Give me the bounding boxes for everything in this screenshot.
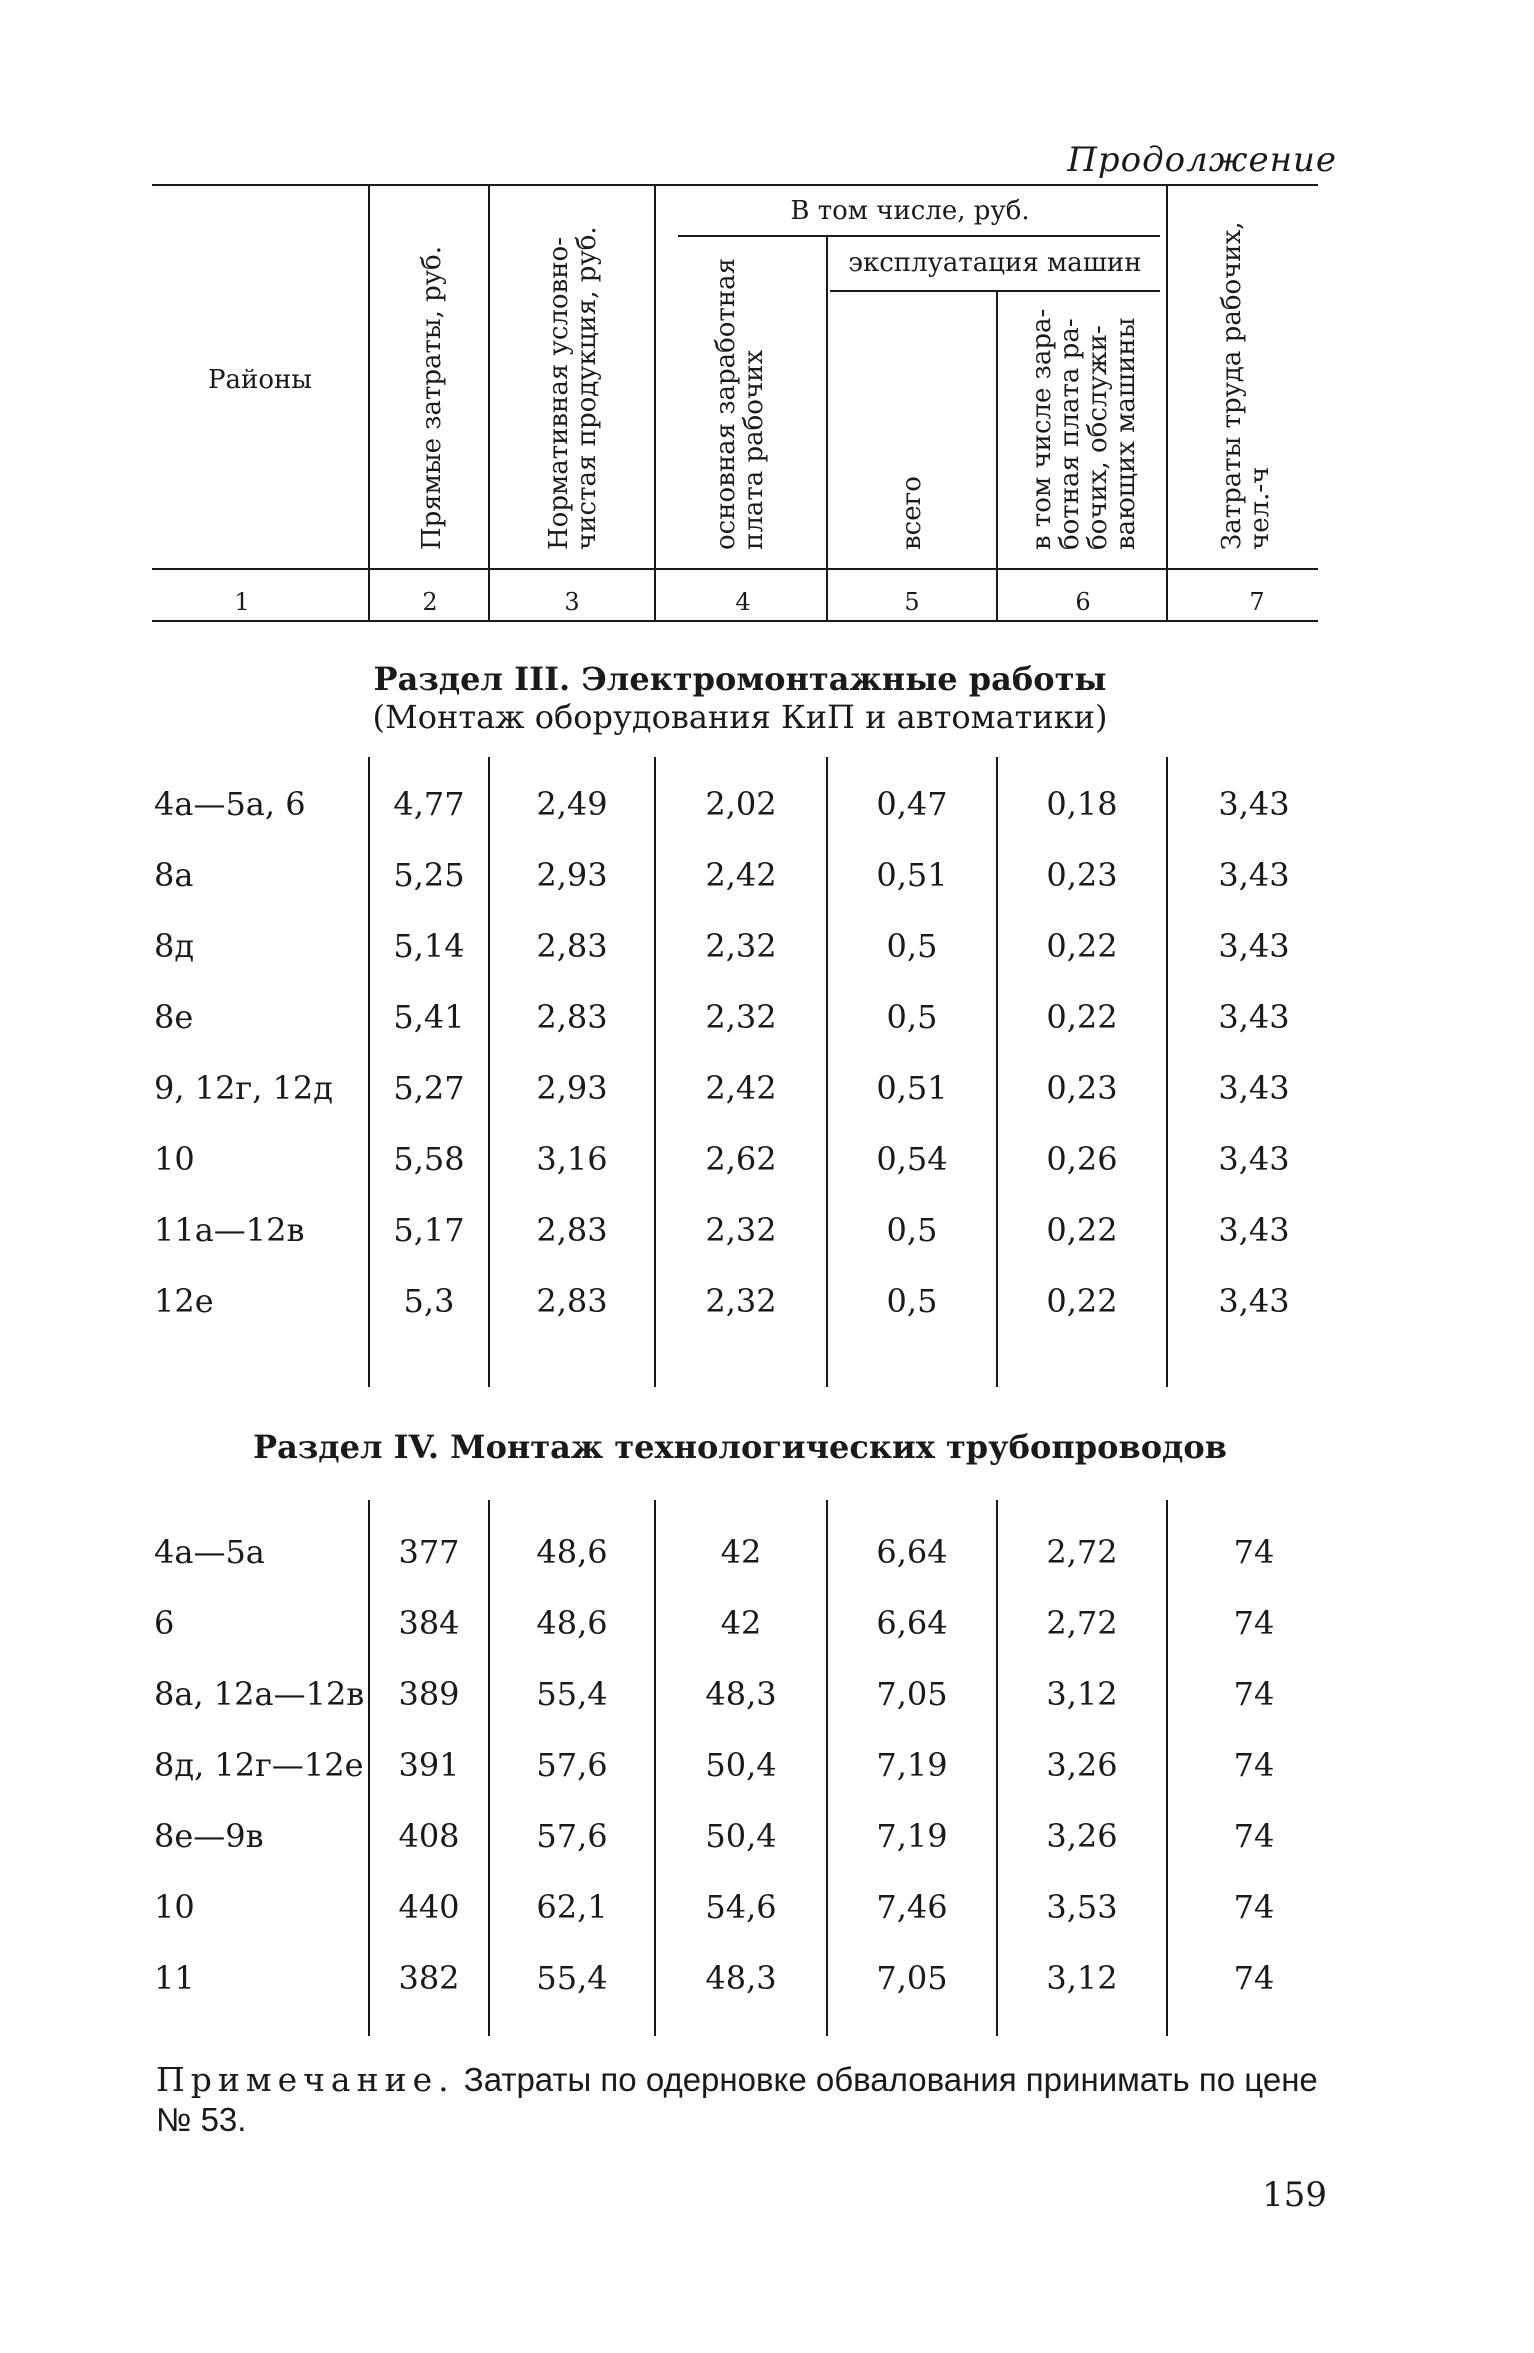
column-number-7: 7 xyxy=(1249,588,1265,616)
section3-cell-c7: 3,43 xyxy=(1218,856,1290,894)
section4-cell-c7: 74 xyxy=(1233,1959,1275,1997)
column-number-4: 4 xyxy=(735,588,751,616)
header-normative-product: Нормативная условно- чистая продукция, руб. xyxy=(544,226,602,550)
section3-cell-c3: 2,83 xyxy=(536,998,608,1036)
subheader-rule-machines xyxy=(830,290,1160,292)
section4-cell-c2: 384 xyxy=(398,1604,460,1642)
section4-cell-c4: 54,6 xyxy=(705,1888,777,1926)
section3-cell-c3: 2,93 xyxy=(536,1069,608,1107)
section3-cell-c3: 3,16 xyxy=(536,1140,608,1178)
s4-sep-2 xyxy=(488,1500,490,2036)
header-base-wage: основная заработная плата рабочих xyxy=(711,257,769,550)
section4-cell-c2: 440 xyxy=(398,1888,460,1926)
s3-sep-5 xyxy=(996,757,998,1387)
section3-cell-c3: 2,83 xyxy=(536,1211,608,1249)
section3-cell-c5: 0,5 xyxy=(886,1211,938,1249)
section3-cell-c4: 2,62 xyxy=(705,1140,777,1178)
section3-cell-c2: 4,77 xyxy=(393,785,465,823)
section3-cell-c2: 5,41 xyxy=(393,998,465,1036)
header-sep-1 xyxy=(368,186,370,620)
section3-cell-region: 8д xyxy=(154,927,195,965)
section3-cell-c6: 0,22 xyxy=(1046,1282,1118,1320)
s4-sep-5 xyxy=(996,1500,998,2036)
section4-cell-c7: 74 xyxy=(1233,1604,1275,1642)
section3-cell-c3: 2,83 xyxy=(536,927,608,965)
section4-cell-c5: 6,64 xyxy=(876,1533,948,1571)
section4-cell-region: 6 xyxy=(154,1604,175,1642)
header-labor-costs: Затраты труда рабочих, чел.-ч xyxy=(1217,221,1275,550)
section3-cell-c5: 0,54 xyxy=(876,1140,948,1178)
section3-cell-c7: 3,43 xyxy=(1218,927,1290,965)
section3-cell-region: 11а—12в xyxy=(154,1211,305,1249)
section4-cell-c3: 55,4 xyxy=(536,1675,608,1713)
section4-cell-c2: 391 xyxy=(398,1746,460,1784)
header-bottom-rule xyxy=(152,568,1318,570)
section4-cell-c5: 6,64 xyxy=(876,1604,948,1642)
section4-cell-c2: 382 xyxy=(398,1959,460,1997)
section3-cell-c3: 2,49 xyxy=(536,785,608,823)
section3-cell-region: 10 xyxy=(154,1140,195,1178)
section4-cell-c4: 42 xyxy=(720,1533,762,1571)
note-text: Затраты по одерновке обвалования принимать по цене № 53. xyxy=(156,2061,1318,2138)
section3-cell-c7: 3,43 xyxy=(1218,1140,1290,1178)
section4-cell-c6: 3,53 xyxy=(1046,1888,1118,1926)
header-total: всего xyxy=(897,476,927,550)
section4-cell-c4: 42 xyxy=(720,1604,762,1642)
section3-cell-c5: 0,5 xyxy=(886,1282,938,1320)
section4-cell-c3: 55,4 xyxy=(536,1959,608,1997)
column-number-1: 1 xyxy=(234,588,250,616)
section4-cell-c4: 48,3 xyxy=(705,1959,777,1997)
s4-sep-3 xyxy=(654,1500,656,2036)
section3-cell-c5: 0,47 xyxy=(876,785,948,823)
section4-cell-region: 8е—9в xyxy=(154,1817,264,1855)
section3-cell-c4: 2,32 xyxy=(705,1211,777,1249)
section4-cell-c7: 74 xyxy=(1233,1675,1275,1713)
section4-cell-c6: 3,26 xyxy=(1046,1817,1118,1855)
section3-cell-region: 4а—5а, 6 xyxy=(154,785,306,823)
header-including: В том числе, руб. xyxy=(790,196,1030,226)
section4-cell-c5: 7,19 xyxy=(876,1746,948,1784)
section4-cell-c7: 74 xyxy=(1233,1746,1275,1784)
header-sep-5 xyxy=(996,292,998,620)
section3-cell-c2: 5,14 xyxy=(393,927,465,965)
section4-cell-c3: 48,6 xyxy=(536,1533,608,1571)
section3-cell-c4: 2,42 xyxy=(705,1069,777,1107)
continued-label: Продолжение xyxy=(1067,140,1337,180)
section4-cell-region: 8д, 12г—12е xyxy=(154,1746,364,1784)
s3-sep-4 xyxy=(826,757,828,1387)
section4-cell-c5: 7,46 xyxy=(876,1888,948,1926)
header-sep-3 xyxy=(654,186,656,620)
section4-cell-region: 11 xyxy=(154,1959,195,1997)
section3-cell-c6: 0,23 xyxy=(1046,856,1118,894)
section3-cell-c3: 2,93 xyxy=(536,856,608,894)
footnote xyxy=(156,2060,1336,2140)
header-machine-wage: в том числе зара- ботная плата ра- бочих, обслужи- вающих машины xyxy=(1027,308,1141,550)
section3-cell-c2: 5,58 xyxy=(393,1140,465,1178)
section3-cell-c7: 3,43 xyxy=(1218,1069,1290,1107)
section3-cell-region: 9, 12г, 12д xyxy=(154,1069,333,1107)
section4-cell-c6: 3,12 xyxy=(1046,1675,1118,1713)
s4-sep-4 xyxy=(826,1500,828,2036)
section3-cell-c2: 5,25 xyxy=(393,856,465,894)
column-number-3: 3 xyxy=(564,588,580,616)
section4-cell-c2: 377 xyxy=(398,1533,460,1571)
column-numbers-rule xyxy=(152,620,1318,622)
section3-cell-c4: 2,32 xyxy=(705,998,777,1036)
section3-cell-c3: 2,83 xyxy=(536,1282,608,1320)
section4-cell-c4: 50,4 xyxy=(705,1817,777,1855)
section3-subtitle: (Монтаж оборудования КиП и автоматики) xyxy=(372,698,1108,736)
section3-cell-c2: 5,3 xyxy=(403,1282,455,1320)
table-top-rule xyxy=(152,184,1318,186)
section3-cell-c7: 3,43 xyxy=(1218,998,1290,1036)
section4-cell-c6: 3,12 xyxy=(1046,1959,1118,1997)
section4-cell-c7: 74 xyxy=(1233,1888,1275,1926)
section4-cell-c2: 408 xyxy=(398,1817,460,1855)
s4-sep-6 xyxy=(1166,1500,1168,2036)
section4-cell-c6: 2,72 xyxy=(1046,1604,1118,1642)
section4-cell-c7: 74 xyxy=(1233,1817,1275,1855)
section3-cell-c7: 3,43 xyxy=(1218,1211,1290,1249)
section4-cell-c5: 7,19 xyxy=(876,1817,948,1855)
section4-cell-region: 4а—5а xyxy=(154,1533,265,1571)
section4-cell-c7: 74 xyxy=(1233,1533,1275,1571)
section3-cell-c4: 2,02 xyxy=(705,785,777,823)
s4-sep-1 xyxy=(368,1500,370,2036)
s3-sep-6 xyxy=(1166,757,1168,1387)
header-regions: Районы xyxy=(208,365,312,395)
section4-cell-c2: 389 xyxy=(398,1675,460,1713)
section3-cell-c6: 0,22 xyxy=(1046,1211,1118,1249)
s3-sep-2 xyxy=(488,757,490,1387)
page-number: 159 xyxy=(1262,2175,1327,2215)
section4-title: Раздел IV. Монтаж технологических трубопроводов xyxy=(253,1428,1227,1466)
section3-cell-c4: 2,32 xyxy=(705,927,777,965)
header-sep-2 xyxy=(488,186,490,620)
section3-cell-region: 8а xyxy=(154,856,194,894)
section4-cell-c5: 7,05 xyxy=(876,1959,948,1997)
section3-cell-c4: 2,42 xyxy=(705,856,777,894)
section4-cell-c4: 48,3 xyxy=(705,1675,777,1713)
section4-cell-c3: 57,6 xyxy=(536,1817,608,1855)
section3-cell-c2: 5,17 xyxy=(393,1211,465,1249)
section3-cell-c2: 5,27 xyxy=(393,1069,465,1107)
section4-cell-region: 8а, 12а—12в xyxy=(154,1675,365,1713)
header-direct-costs: Прямые затраты, руб. xyxy=(417,246,447,550)
section3-cell-region: 8е xyxy=(154,998,194,1036)
s3-sep-3 xyxy=(654,757,656,1387)
section4-cell-c6: 2,72 xyxy=(1046,1533,1118,1571)
section3-cell-c6: 0,23 xyxy=(1046,1069,1118,1107)
section4-cell-c3: 57,6 xyxy=(536,1746,608,1784)
section4-cell-c3: 48,6 xyxy=(536,1604,608,1642)
section3-cell-c5: 0,5 xyxy=(886,998,938,1036)
section3-cell-c6: 0,18 xyxy=(1046,785,1118,823)
column-number-5: 5 xyxy=(904,588,920,616)
section3-cell-c5: 0,5 xyxy=(886,927,938,965)
header-machine-operation: эксплуатация машин xyxy=(848,248,1142,278)
section4-cell-c3: 62,1 xyxy=(536,1888,608,1926)
section3-cell-c7: 3,43 xyxy=(1218,1282,1290,1320)
section3-cell-c5: 0,51 xyxy=(876,856,948,894)
section3-cell-region: 12е xyxy=(154,1282,214,1320)
section3-cell-c6: 0,22 xyxy=(1046,927,1118,965)
section3-cell-c7: 3,43 xyxy=(1218,785,1290,823)
section3-title: Раздел III. Электромонтажные работы xyxy=(373,660,1107,698)
column-number-6: 6 xyxy=(1075,588,1091,616)
header-sep-4 xyxy=(826,236,828,620)
section3-cell-c5: 0,51 xyxy=(876,1069,948,1107)
note-label: Примечание. xyxy=(156,2060,455,2099)
section3-cell-c6: 0,26 xyxy=(1046,1140,1118,1178)
section3-cell-c6: 0,22 xyxy=(1046,998,1118,1036)
s3-sep-1 xyxy=(368,757,370,1387)
section3-cell-c4: 2,32 xyxy=(705,1282,777,1320)
subheader-rule-including xyxy=(678,235,1160,237)
section4-cell-c4: 50,4 xyxy=(705,1746,777,1784)
header-sep-6 xyxy=(1166,186,1168,620)
column-number-2: 2 xyxy=(422,588,438,616)
section4-cell-c5: 7,05 xyxy=(876,1675,948,1713)
section4-cell-c6: 3,26 xyxy=(1046,1746,1118,1784)
section4-cell-region: 10 xyxy=(154,1888,195,1926)
